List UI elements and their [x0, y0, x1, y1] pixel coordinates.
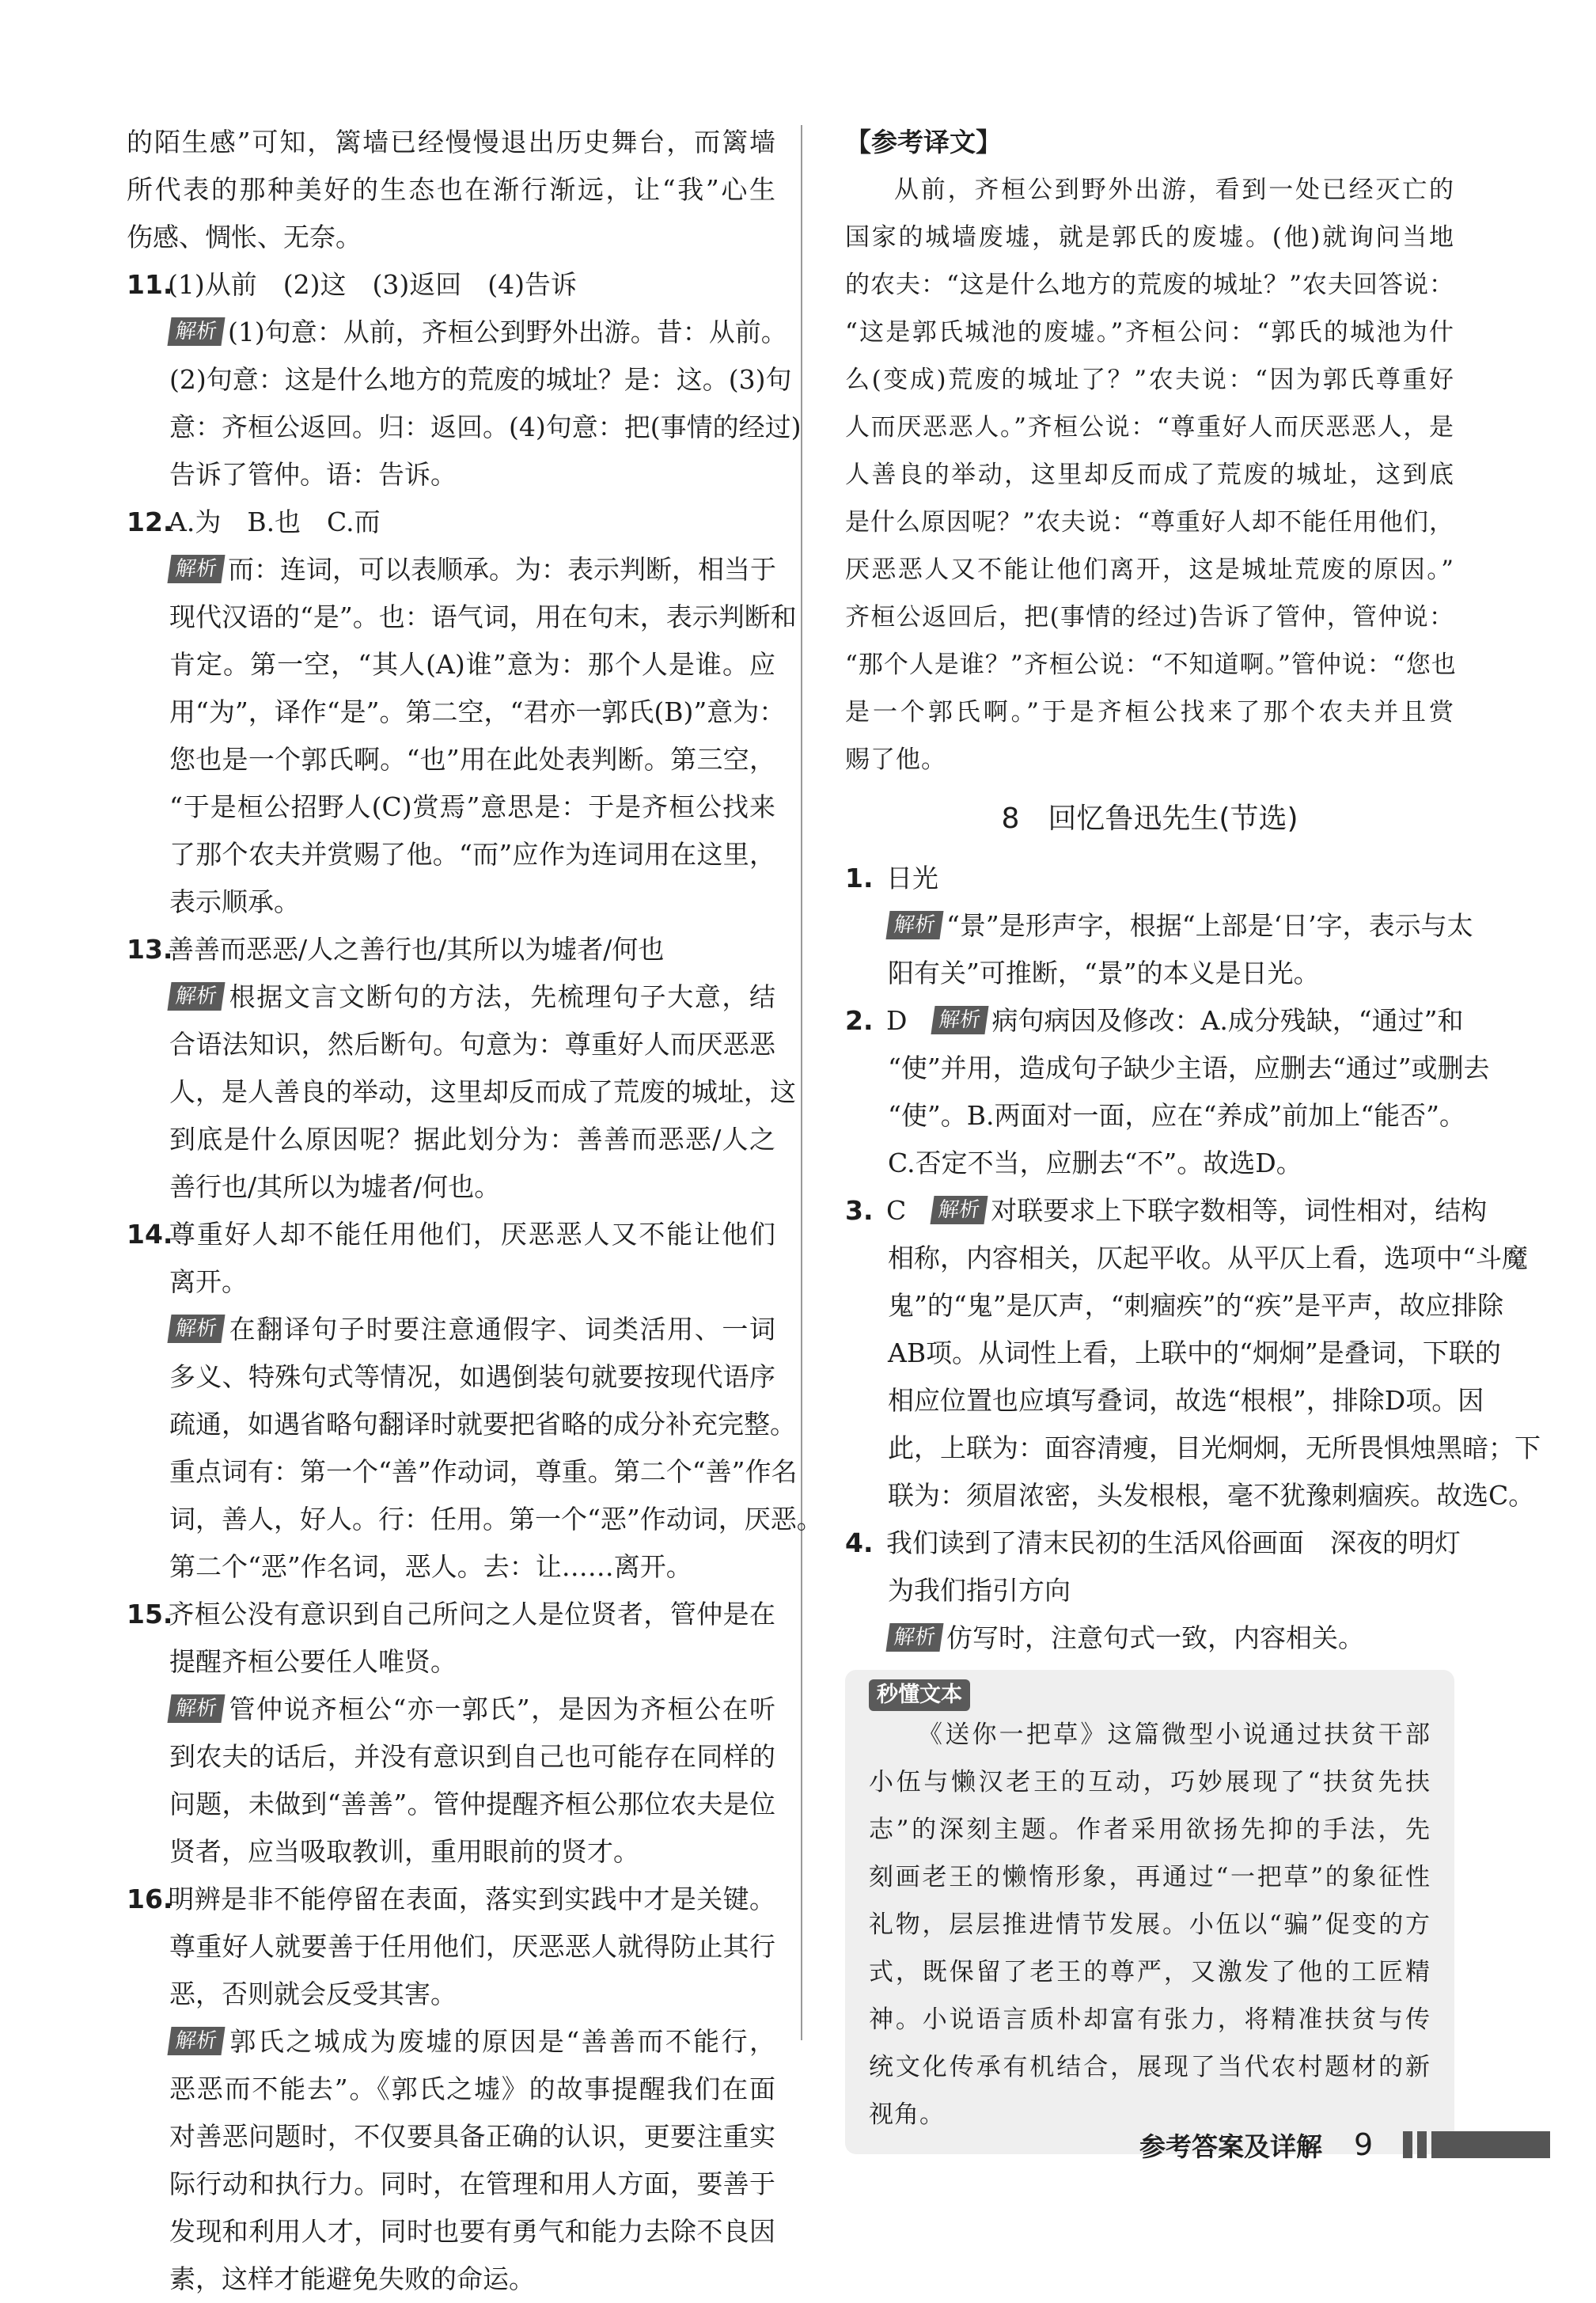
- answer-text: 离开。: [169, 1266, 248, 1297]
- analysis-line: 第二个“恶”作名词，恶人。去：让……离开。: [169, 1551, 692, 1582]
- translation-line: 厌恶恶人又不能让他们离开，这是城址荒废的原因。”: [845, 556, 1454, 584]
- text-line: 的陌生感”可知，篱墙已经慢慢退出历史舞台，而篱墙: [127, 127, 775, 157]
- question-number: 1.: [845, 863, 874, 894]
- analysis-text: 仿写时，注意句式一致，内容相关。: [946, 1622, 1365, 1653]
- analysis-line: 联为：须眉浓密，头发根根，毫不犹豫刺痼疾。故选C。: [888, 1480, 1535, 1511]
- summary-line: 小伍与懒汉老王的互动，巧妙展现了“扶贫先扶: [869, 1768, 1431, 1796]
- summary-line: 式，既保留了老王的尊严，又激发了他的工匠精: [869, 1958, 1431, 1986]
- right-column: [845, 119, 1541, 2154]
- analysis-line: 对善恶问题时，不仅要具备正确的认识，更要注重实: [169, 2121, 775, 2152]
- analysis-line: 人，是人善良的举动，这里却反而成了荒废的城址，这: [169, 1076, 796, 1107]
- summary-box-tag: 秒懂文本: [869, 1679, 970, 1711]
- answer-15: [127, 1591, 775, 1638]
- answer-3: [845, 1187, 1488, 1235]
- analysis-text: 病句病因及修改：A.成分残缺，“通过”和: [991, 1005, 1464, 1036]
- translation-line: “这是郭氏城池的废墟。”齐桓公问：“郭氏的城池为什: [845, 318, 1454, 347]
- text-line: 伤感、惆怅、无奈。: [127, 222, 362, 252]
- question-number: 11.: [127, 269, 173, 300]
- analysis-text: 在翻译句子时要注意通假字、词类活用、一词: [228, 1314, 775, 1345]
- question-number: 15.: [127, 1599, 173, 1630]
- analysis-line: [127, 1306, 775, 1353]
- summary-line: 视角。: [869, 2100, 945, 2129]
- footer-bar: [1431, 2131, 1550, 2158]
- answer-13: [127, 926, 775, 973]
- analysis-text: 而：连词，可以表顺承。为：表示判断，相当于: [228, 554, 777, 585]
- answer-text: A.为 B.也 C.而: [168, 507, 381, 537]
- analysis-line: [845, 902, 1473, 950]
- analysis-line: (2)句意：这是什么地方的荒废的城址？是：这。(3)句: [169, 364, 792, 395]
- translation-line: 齐桓公返回后，把(事情的经过)告诉了管仲，管仲说：: [845, 603, 1454, 632]
- left-column: [127, 119, 823, 2303]
- translation-line: 是一个郭氏啊。”于是齐桓公找来了那个农夫并且赏: [845, 698, 1454, 727]
- answer-text: 提醒齐桓公要任人唯贤。: [169, 1646, 457, 1677]
- analysis-badge: 解析: [167, 1315, 225, 1343]
- analysis-line: [845, 1614, 1454, 1662]
- analysis-line: 词，善人，好人。行：任用。第一个“恶”作动词，厌恶。: [169, 1504, 823, 1535]
- analysis-text: 管仲说齐桓公“亦一郭氏”，是因为齐桓公在听: [228, 1694, 775, 1724]
- analysis-line: [127, 973, 775, 1021]
- analysis-line: “使”。B.两面对一面，应在“养成”前加上“能否”。: [888, 1100, 1465, 1131]
- footer-bar: [1417, 2131, 1427, 2158]
- answer-14: [127, 1211, 775, 1258]
- translation-line: 么(变成)荒废的城址了？”农夫说：“因为郭氏尊重好: [845, 366, 1454, 394]
- summary-line: 礼物，层层推进情节发展。小伍以“骗”促变的方: [869, 1910, 1431, 1939]
- translation-line: 从前，齐桓公到野外出游，看到一处已经灭亡的: [894, 176, 1454, 204]
- answer-text: 善善而恶恶/人之善行也/其所以为墟者/何也: [168, 934, 665, 965]
- analysis-line: 肯定。第一空，“其人(A)谁”意为：那个人是谁。应: [169, 649, 775, 680]
- analysis-line: 恶恶而不能去”。《郭氏之墟》的故事提醒我们在面: [169, 2073, 775, 2104]
- analysis-line: 多义、特殊句式等情况，如遇倒装句就要按现代语序: [169, 1361, 775, 1392]
- analysis-line: 问题，未做到“善善”。管仲提醒齐桓公那位农夫是位: [169, 1789, 775, 1819]
- analysis-line: 发现和利用人才，同时也要有勇气和能力去除不良因: [169, 2216, 775, 2247]
- answer-text: 尊重好人就要善于任用他们，厌恶恶人就得防止其行: [169, 1931, 775, 1962]
- answer-4: [845, 1520, 1461, 1567]
- analysis-badge: 解析: [167, 1694, 225, 1723]
- answer-text: 恶，否则就会反受其害。: [169, 1979, 457, 2009]
- analysis-badge: 解析: [167, 317, 225, 346]
- footer-label: 参考答案及详解: [1139, 2130, 1322, 2162]
- answer-text: 日光: [886, 863, 938, 894]
- translation-line: 是什么原因呢？”农夫说：“尊重好人却不能任用他们，: [845, 508, 1454, 537]
- answer-16: [127, 1876, 775, 1923]
- analysis-text: 根据文言文断句的方法，先梳理句子大意，结: [228, 981, 775, 1012]
- summary-line: 刻画老王的懒惰形象，再通过“一把草”的象征性: [869, 1863, 1431, 1891]
- answer-1: [845, 855, 1454, 902]
- analysis-line: 善行也/其所以为墟者/何也。: [169, 1171, 501, 1202]
- question-number: 3.: [845, 1195, 874, 1226]
- analysis-line: 鬼”的“鬼”是仄声，“刺痼疾”的“疾”是平声，故应排除: [888, 1290, 1504, 1321]
- analysis-badge: 解析: [931, 1196, 988, 1224]
- analysis-line: 现代汉语的“是”。也：语气词，用在句末，表示判断和: [169, 601, 797, 632]
- question-number: 14.: [127, 1219, 173, 1250]
- analysis-badge: 解析: [885, 911, 943, 939]
- analysis-line: “使”并用，造成句子缺少主语，应删去“通过”或删去: [888, 1053, 1490, 1083]
- translation-line: 赐了他。: [845, 746, 946, 774]
- analysis-badge: 解析: [885, 1623, 943, 1652]
- reference-translation-heading: 【参考译文】: [845, 127, 1002, 157]
- analysis-line: 到农夫的话后，并没有意识到自己也可能存在同样的: [169, 1741, 775, 1772]
- answer-text: 为我们指引方向: [888, 1575, 1071, 1606]
- analysis-line: 素，这样才能避免失败的命运。: [169, 2263, 535, 2294]
- answer-text: 齐桓公没有意识到自己所问之人是位贤者，管仲是在: [168, 1599, 775, 1630]
- analysis-line: 到底是什么原因呢？据此划分为：善善而恶恶/人之: [169, 1124, 775, 1155]
- analysis-line: [127, 2018, 775, 2066]
- answer-11: [127, 261, 775, 309]
- analysis-line: 意：齐桓公返回。归：返回。(4)句意：把(事情的经过): [169, 412, 802, 442]
- page-number: 9: [1354, 2127, 1374, 2162]
- page-footer: [1139, 2121, 1555, 2168]
- analysis-text: 对联要求上下联字数相等，词性相对，结构: [991, 1195, 1488, 1226]
- translation-line: 国家的城墙废墟，就是郭氏的废墟。(他)就询问当地: [845, 223, 1454, 252]
- answer-text: (1)从前 (2)这 (3)返回 (4)告诉: [168, 269, 577, 300]
- analysis-badge: 解析: [167, 982, 225, 1011]
- answer-text: 明辨是非不能停留在表面，落实到实践中才是关键。: [168, 1884, 775, 1914]
- analysis-line: “于是桓公招野人(C)赏焉”意思是：于是齐桓公找来: [169, 791, 775, 822]
- answer-text: 尊重好人却不能任用他们，厌恶恶人又不能让他们: [168, 1219, 775, 1250]
- translation-line: 人而厌恶恶人。”齐桓公说：“尊重好人而厌恶恶人，是: [845, 413, 1454, 442]
- analysis-text: (1)句意：从前，齐桓公到野外出游。昔：从前。: [228, 317, 787, 347]
- analysis-line: [127, 309, 787, 356]
- summary-box: [845, 1670, 1454, 2154]
- summary-line: 《送你一把草》这篇微型小说通过扶贫干部: [918, 1721, 1431, 1749]
- analysis-line: 疏通，如遇省略句翻译时就要把省略的成分补充完整。: [169, 1409, 796, 1440]
- translation-line: 的农夫：“这是什么地方的荒废的城址？”农夫回答说：: [845, 271, 1454, 299]
- text-line: 所代表的那种美好的生态也在渐行渐远，让“我”心生: [127, 174, 775, 205]
- analysis-text: 郭氏之城成为废墟的原因是“善善而不能行，: [228, 2026, 775, 2057]
- analysis-line: 告诉了管仲。语：告诉。: [169, 459, 457, 490]
- footer-bar: [1403, 2131, 1412, 2158]
- analysis-line: 了那个农夫并赏赐了他。“而”应作为连词用在这里，: [169, 839, 775, 870]
- analysis-line: [127, 1686, 775, 1733]
- analysis-line: 合语法知识，然后断句。句意为：尊重好人而厌恶恶: [169, 1029, 775, 1060]
- analysis-line: C.否定不当，应删去“不”。故选D。: [888, 1148, 1302, 1178]
- analysis-line: 相应位置也应填写叠词，故选“根根”，排除D项。因: [888, 1385, 1484, 1416]
- footer-bar-decoration: [1403, 2131, 1555, 2158]
- question-number: 12.: [127, 507, 173, 537]
- analysis-line: [127, 546, 775, 594]
- analysis-line: 表示顺承。: [169, 886, 300, 917]
- analysis-badge: 解析: [931, 1006, 989, 1034]
- answer-text: C: [886, 1195, 907, 1226]
- translation-line: 人善良的举动，这里却反而成了荒废的城址，这到底: [845, 461, 1454, 489]
- analysis-badge: 解析: [167, 2027, 225, 2055]
- summary-line: 统文化传承有机结合，展现了当代农村题材的新: [869, 2053, 1431, 2081]
- analysis-line: 相称，内容相关，仄起平收。从平仄上看，选项中“斗魔: [888, 1243, 1528, 1273]
- question-number: 2.: [845, 1005, 874, 1036]
- analysis-badge: 解析: [167, 555, 225, 583]
- section-title: 8 回忆鲁迅先生(节选): [1001, 802, 1298, 835]
- analysis-line: 阳有关”可推断，“景”的本义是日光。: [888, 958, 1320, 988]
- analysis-line: 您也是一个郭氏啊。“也”用在此处表判断。第三空，: [169, 744, 775, 775]
- question-number: 4.: [845, 1527, 874, 1558]
- analysis-line: AB项。从词性上看，上联中的“炯炯”是叠词，下联的: [888, 1337, 1501, 1368]
- analysis-line: 贤者，应当吸取教训，重用眼前的贤才。: [169, 1836, 639, 1867]
- analysis-line: 重点词有：第一个“善”作动词，尊重。第二个“善”作名: [169, 1456, 798, 1487]
- analysis-line: 用“为”，译作“是”。第二空，“君亦一郭氏(B)”意为：: [169, 696, 786, 727]
- analysis-line: 此，上联为：面容清瘦，目光炯炯，无所畏惧烛黑暗；下: [888, 1432, 1541, 1463]
- summary-line: 志”的深刻主题。作者采用欲扬先抑的手法，先: [869, 1815, 1431, 1844]
- answer-2: [845, 997, 1464, 1045]
- translation-line: “那个人是谁？”齐桓公说：“不知道啊。”管仲说：“您也: [845, 651, 1457, 679]
- question-number: 16.: [127, 1884, 173, 1914]
- answer-text: 我们读到了清末民初的生活风俗画面 深夜的明灯: [886, 1527, 1461, 1558]
- answer-12: [127, 499, 775, 546]
- analysis-line: 际行动和执行力。同时，在管理和用人方面，要善于: [169, 2168, 775, 2199]
- summary-line: 神。小说语言质朴却富有张力，将精准扶贫与传: [869, 2005, 1431, 2034]
- question-number: 13.: [127, 934, 173, 965]
- analysis-text: “景”是形声字，根据“上部是‘日’字，表示与太: [946, 910, 1473, 941]
- answer-text: D: [886, 1005, 908, 1036]
